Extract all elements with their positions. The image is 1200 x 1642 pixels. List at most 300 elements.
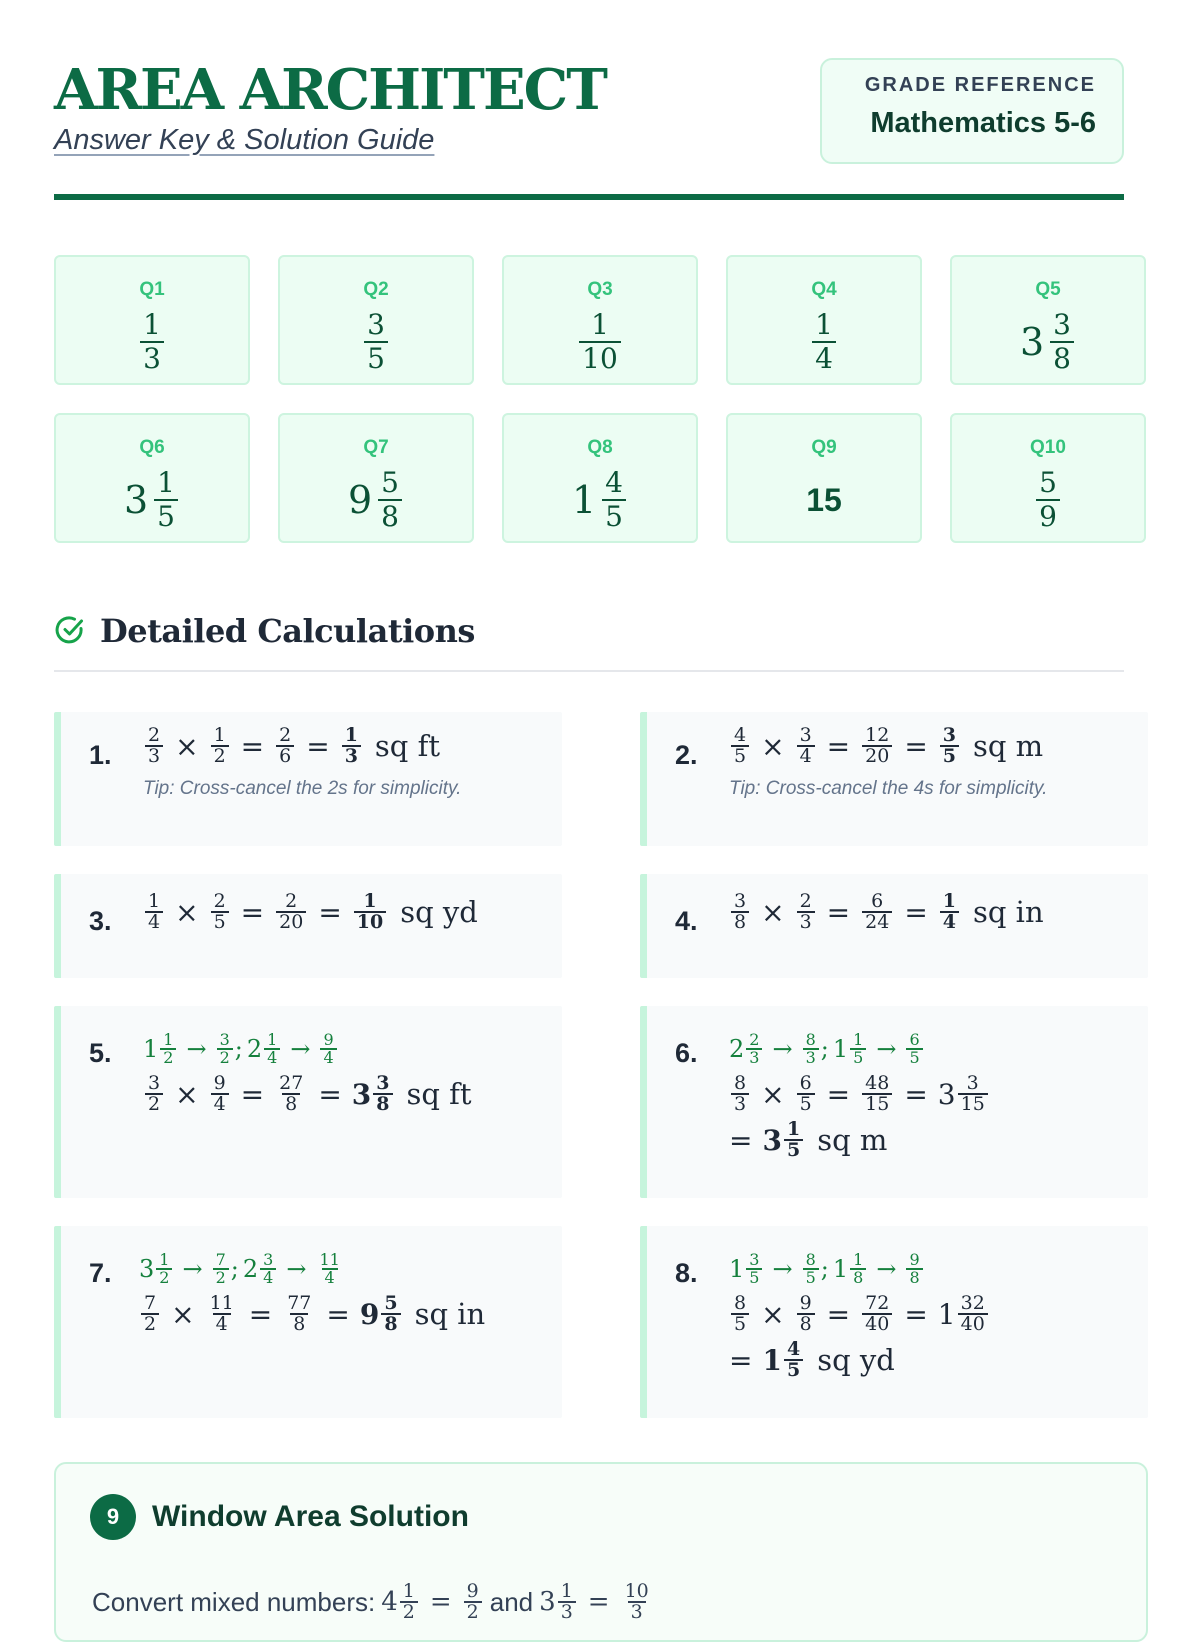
calculation-step bbox=[54, 874, 562, 978]
whole-number: 3 bbox=[139, 1255, 155, 1283]
fraction bbox=[803, 1252, 819, 1286]
answer-card bbox=[278, 413, 474, 543]
fraction bbox=[160, 1032, 176, 1066]
numerator: 9 bbox=[909, 1250, 920, 1269]
separator: ; bbox=[230, 1255, 239, 1283]
denominator: 3 bbox=[342, 745, 361, 766]
numerator: 1 bbox=[267, 1030, 278, 1049]
page-subtitle: Answer Key & Solution Guide bbox=[54, 124, 435, 156]
denominator: 4 bbox=[211, 1093, 229, 1114]
fraction bbox=[797, 892, 815, 932]
denominator: 2 bbox=[145, 1093, 163, 1114]
unit-label: sq ft bbox=[374, 729, 440, 763]
numerator: 1 bbox=[942, 890, 957, 912]
fraction bbox=[211, 892, 229, 932]
window-area-panel bbox=[54, 1462, 1148, 1642]
equals-symbol: = bbox=[318, 895, 342, 929]
whole-number: 1 bbox=[832, 1035, 849, 1063]
result-whole: 9 bbox=[359, 1297, 380, 1331]
result-whole: 3 bbox=[351, 1077, 372, 1111]
fraction bbox=[558, 1582, 576, 1622]
calculation-step bbox=[640, 712, 1148, 846]
unit-label: sq m bbox=[973, 729, 1044, 763]
numerator: 5 bbox=[384, 1292, 398, 1314]
numerator: 3 bbox=[799, 724, 812, 746]
numerator: 1 bbox=[853, 1030, 864, 1049]
arrow-symbol: → bbox=[290, 1035, 311, 1063]
arrow-symbol: → bbox=[186, 1035, 207, 1063]
result-fraction bbox=[381, 1294, 400, 1334]
equals-symbol: = bbox=[318, 1077, 342, 1111]
answer-fraction bbox=[154, 466, 178, 533]
section-title: Detailed Calculations bbox=[100, 612, 475, 650]
numerator: 1 bbox=[143, 308, 161, 341]
denominator: 2 bbox=[400, 1601, 418, 1622]
answer-value bbox=[504, 309, 696, 375]
denominator: 4 bbox=[322, 1268, 338, 1286]
denominator: 2 bbox=[211, 745, 229, 766]
equals-symbol: = bbox=[306, 729, 330, 763]
numerator: 1 bbox=[853, 1250, 864, 1269]
denominator: 3 bbox=[746, 1048, 762, 1066]
numerator: 3 bbox=[749, 1250, 760, 1269]
denominator: 2 bbox=[160, 1048, 176, 1066]
answer-label: Q10 bbox=[1030, 437, 1066, 458]
denominator: 4 bbox=[940, 911, 959, 932]
numerator: 3 bbox=[734, 890, 747, 912]
step-tip: Tip: Cross-cancel the 2s for simplicity. bbox=[143, 778, 462, 799]
denominator: 10 bbox=[579, 341, 621, 373]
denominator: 4 bbox=[320, 1048, 336, 1066]
equation-line bbox=[729, 1294, 990, 1334]
fraction bbox=[213, 1252, 229, 1286]
step-body bbox=[143, 726, 461, 800]
fraction bbox=[211, 726, 229, 766]
equation-line bbox=[729, 892, 1044, 932]
denominator: 8 bbox=[797, 1313, 815, 1334]
whole-number: 3 bbox=[539, 1587, 556, 1617]
unit-label: sq m bbox=[817, 1123, 888, 1157]
window-area-text bbox=[92, 1582, 660, 1622]
calculation-step bbox=[640, 874, 1148, 978]
separator: ; bbox=[820, 1255, 829, 1283]
denominator: 3 bbox=[140, 341, 164, 373]
denominator: 40 bbox=[862, 1313, 892, 1334]
denominator: 5 bbox=[154, 499, 178, 531]
numerator: 9 bbox=[466, 1580, 479, 1602]
fraction bbox=[276, 1074, 306, 1114]
fraction bbox=[906, 1252, 922, 1286]
denominator: 10 bbox=[354, 911, 386, 932]
answer-fraction bbox=[1036, 466, 1060, 533]
step-body bbox=[143, 1032, 472, 1114]
calculation-step bbox=[54, 712, 562, 846]
denominator: 5 bbox=[797, 1093, 815, 1114]
answer-card bbox=[950, 413, 1146, 543]
answer-fraction bbox=[378, 466, 402, 533]
conversion-line bbox=[143, 1032, 472, 1066]
denominator: 8 bbox=[378, 499, 402, 531]
whole-number: 2 bbox=[242, 1255, 259, 1283]
arrow-symbol: → bbox=[772, 1035, 793, 1063]
denominator: 8 bbox=[850, 1268, 866, 1286]
numerator: 3 bbox=[1053, 308, 1071, 341]
denominator: 5 bbox=[364, 341, 388, 373]
fraction bbox=[320, 1032, 336, 1066]
fraction bbox=[731, 1074, 749, 1114]
grade-reference-box bbox=[820, 58, 1124, 164]
fraction bbox=[731, 1294, 749, 1334]
numerator: 6 bbox=[909, 1030, 920, 1049]
denominator: 40 bbox=[958, 1313, 988, 1334]
fraction bbox=[862, 726, 892, 766]
step-body bbox=[729, 1032, 990, 1160]
conversion-line bbox=[729, 1032, 990, 1066]
numerator: 1 bbox=[560, 1580, 573, 1602]
times-symbol: × bbox=[761, 1077, 785, 1111]
conversion-prefix: Convert mixed numbers: bbox=[92, 1586, 376, 1617]
numerator: 8 bbox=[805, 1250, 816, 1269]
mixed-number bbox=[381, 1582, 484, 1622]
numerator: 2 bbox=[279, 724, 292, 746]
equals-symbol: = bbox=[429, 1587, 452, 1617]
fraction bbox=[850, 1032, 866, 1066]
answer-value bbox=[728, 309, 920, 375]
calculation-step bbox=[54, 1006, 562, 1198]
numerator: 8 bbox=[734, 1292, 747, 1314]
numerator: 4 bbox=[786, 1338, 801, 1360]
times-symbol: × bbox=[175, 1077, 199, 1111]
fraction bbox=[141, 1294, 159, 1334]
whole-number: 2 bbox=[246, 1035, 263, 1063]
fraction bbox=[906, 1032, 922, 1066]
result-fraction bbox=[940, 892, 959, 932]
denominator: 3 bbox=[145, 745, 163, 766]
step-number: 5. bbox=[89, 1038, 112, 1068]
result-line bbox=[729, 1340, 990, 1380]
fraction bbox=[207, 1294, 237, 1334]
answer-value bbox=[952, 467, 1144, 533]
equals-symbol: = bbox=[904, 729, 928, 763]
denominator: 5 bbox=[602, 499, 626, 531]
calculation-step bbox=[54, 1226, 562, 1418]
numerator: 1 bbox=[157, 466, 175, 499]
answer-fraction bbox=[140, 308, 164, 375]
fraction bbox=[622, 1582, 652, 1622]
denominator: 8 bbox=[381, 1313, 400, 1334]
whole-number: 3 bbox=[1019, 320, 1045, 364]
times-symbol: × bbox=[761, 729, 785, 763]
answer-fraction bbox=[579, 308, 621, 375]
calculation-step bbox=[640, 1226, 1148, 1418]
denominator: 8 bbox=[282, 1093, 300, 1114]
whole-number: 3 bbox=[123, 478, 149, 522]
equation-line bbox=[729, 726, 1047, 766]
step-body bbox=[143, 892, 478, 932]
denominator: 9 bbox=[1036, 499, 1060, 531]
denominator: 8 bbox=[906, 1268, 922, 1286]
step-number: 7. bbox=[89, 1258, 112, 1288]
numerator: 1 bbox=[591, 308, 609, 341]
answer-card bbox=[54, 255, 250, 385]
numerator: 11 bbox=[209, 1292, 234, 1314]
arrow-symbol: → bbox=[876, 1255, 897, 1283]
denominator: 4 bbox=[145, 911, 163, 932]
conversion-line bbox=[139, 1252, 485, 1286]
unit-label: sq yd bbox=[400, 895, 478, 929]
numerator: 8 bbox=[805, 1030, 816, 1049]
numerator: 3 bbox=[966, 1072, 979, 1094]
denominator: 15 bbox=[958, 1093, 988, 1114]
equals-symbol: = bbox=[904, 1297, 928, 1331]
numerator: 9 bbox=[323, 1030, 334, 1049]
fraction bbox=[145, 1074, 163, 1114]
fraction bbox=[850, 1252, 866, 1286]
denominator: 2 bbox=[156, 1268, 172, 1286]
fraction bbox=[264, 1032, 280, 1066]
numerator: 8 bbox=[734, 1072, 747, 1094]
numerator: 6 bbox=[799, 1072, 812, 1094]
numerator: 3 bbox=[263, 1250, 274, 1269]
numerator: 10 bbox=[624, 1580, 649, 1602]
denominator: 4 bbox=[264, 1048, 280, 1066]
answer-label: Q8 bbox=[587, 437, 613, 458]
denominator: 3 bbox=[558, 1601, 576, 1622]
denominator: 3 bbox=[731, 1093, 749, 1114]
whole-number: 2 bbox=[729, 1035, 745, 1063]
numerator: 5 bbox=[381, 466, 399, 499]
result-whole: 1 bbox=[762, 1343, 782, 1377]
numerator: 27 bbox=[279, 1072, 304, 1094]
header-divider bbox=[54, 194, 1124, 200]
step-badge: 9 bbox=[90, 1494, 136, 1540]
answer-label: Q2 bbox=[363, 279, 389, 300]
denominator: 5 bbox=[784, 1359, 803, 1380]
result-whole: 3 bbox=[762, 1123, 782, 1157]
answer-label: Q3 bbox=[587, 279, 613, 300]
fraction bbox=[958, 1294, 988, 1334]
window-area-title: Window Area Solution bbox=[152, 1500, 469, 1533]
equals-symbol: = bbox=[729, 1343, 753, 1377]
times-symbol: × bbox=[171, 1297, 195, 1331]
denominator: 3 bbox=[803, 1048, 819, 1066]
result-fraction bbox=[373, 1074, 392, 1114]
equation-line bbox=[143, 892, 478, 932]
result-fraction bbox=[354, 892, 386, 932]
arrow-symbol: → bbox=[182, 1255, 203, 1283]
answer-label: Q5 bbox=[1035, 279, 1061, 300]
section-header bbox=[54, 610, 1124, 672]
fraction bbox=[731, 892, 749, 932]
fraction bbox=[862, 892, 892, 932]
unit-label: sq in bbox=[973, 895, 1044, 929]
fraction bbox=[958, 1074, 988, 1114]
numerator: 1 bbox=[344, 724, 358, 746]
numerator: 1 bbox=[815, 308, 833, 341]
denominator: 2 bbox=[141, 1313, 159, 1334]
answer-fraction bbox=[602, 466, 626, 533]
header bbox=[54, 58, 1124, 198]
denominator: 5 bbox=[731, 745, 749, 766]
separator: ; bbox=[820, 1035, 829, 1063]
denominator: 4 bbox=[812, 341, 836, 373]
fraction bbox=[276, 892, 306, 932]
equals-symbol: = bbox=[904, 1077, 928, 1111]
whole-number: 4 bbox=[381, 1587, 398, 1617]
equation-line bbox=[729, 1074, 990, 1114]
denominator: 8 bbox=[290, 1313, 308, 1334]
fraction bbox=[217, 1032, 233, 1066]
step-number: 3. bbox=[89, 906, 112, 936]
page-title: AREA ARCHITECT bbox=[54, 57, 606, 123]
fraction bbox=[276, 726, 294, 766]
denominator: 2 bbox=[217, 1048, 233, 1066]
whole-number: 1 bbox=[729, 1255, 745, 1283]
unit-label: sq ft bbox=[406, 1077, 472, 1111]
answer-card bbox=[502, 413, 698, 543]
answer-fraction bbox=[1050, 308, 1074, 375]
numerator: 9 bbox=[213, 1072, 226, 1094]
answer-value bbox=[56, 309, 248, 375]
step-body bbox=[729, 726, 1047, 800]
answer-card bbox=[502, 255, 698, 385]
times-symbol: × bbox=[761, 895, 785, 929]
numerator: 3 bbox=[367, 308, 385, 341]
mixed-number bbox=[539, 1582, 654, 1622]
check-circle-icon bbox=[54, 614, 86, 646]
numerator: 3 bbox=[376, 1072, 390, 1094]
fraction bbox=[316, 1252, 342, 1286]
fraction bbox=[400, 1582, 418, 1622]
equals-symbol: = bbox=[240, 895, 265, 929]
whole-number: 9 bbox=[347, 478, 373, 522]
denominator: 4 bbox=[797, 745, 815, 766]
numerator: 11 bbox=[319, 1250, 340, 1269]
answer-value bbox=[56, 467, 248, 533]
numerator: 12 bbox=[865, 724, 890, 746]
step-body bbox=[139, 1252, 485, 1334]
result-line bbox=[729, 1120, 990, 1160]
numerator: 48 bbox=[865, 1072, 890, 1094]
numerator: 6 bbox=[871, 890, 884, 912]
numerator: 72 bbox=[865, 1292, 890, 1314]
answer-label: Q1 bbox=[139, 279, 165, 300]
denominator: 5 bbox=[211, 911, 229, 932]
answer-card bbox=[726, 255, 922, 385]
step-number: 2. bbox=[675, 740, 698, 770]
numerator: 1 bbox=[402, 1580, 415, 1602]
arrow-symbol: → bbox=[772, 1255, 793, 1283]
denominator: 5 bbox=[940, 745, 959, 766]
numerator: 32 bbox=[960, 1292, 985, 1314]
denominator: 8 bbox=[1050, 341, 1074, 373]
equation-line bbox=[143, 726, 461, 766]
denominator: 3 bbox=[628, 1601, 646, 1622]
denominator: 5 bbox=[784, 1139, 803, 1160]
numerator: 7 bbox=[215, 1250, 226, 1269]
answer-fraction bbox=[812, 308, 836, 375]
fraction bbox=[803, 1032, 819, 1066]
denominator: 20 bbox=[862, 745, 892, 766]
equals-symbol: = bbox=[826, 1297, 851, 1331]
numerator: 7 bbox=[144, 1292, 157, 1314]
times-symbol: × bbox=[175, 729, 199, 763]
fraction bbox=[145, 892, 163, 932]
fraction bbox=[284, 1294, 314, 1334]
numerator: 3 bbox=[942, 724, 957, 746]
numerator: 3 bbox=[148, 1072, 161, 1094]
equals-symbol: = bbox=[240, 1077, 265, 1111]
numerator: 2 bbox=[213, 890, 226, 912]
answer-value bbox=[504, 467, 696, 533]
denominator: 15 bbox=[862, 1093, 892, 1114]
numerator: 1 bbox=[213, 724, 226, 746]
fraction bbox=[156, 1252, 172, 1286]
answer-fraction bbox=[364, 308, 388, 375]
numerator: 1 bbox=[363, 890, 377, 912]
numerator: 1 bbox=[786, 1118, 801, 1140]
denominator: 20 bbox=[276, 911, 306, 932]
equals-symbol: = bbox=[904, 895, 928, 929]
answer-card bbox=[54, 413, 250, 543]
equals-symbol: = bbox=[248, 1297, 273, 1331]
numerator: 4 bbox=[605, 466, 623, 499]
fraction bbox=[746, 1032, 762, 1066]
numerator: 77 bbox=[287, 1292, 312, 1314]
grade-reference-label: GRADE REFERENCE bbox=[864, 74, 1096, 96]
answer-card bbox=[726, 413, 922, 543]
denominator: 3 bbox=[797, 911, 815, 932]
fraction bbox=[260, 1252, 276, 1286]
whole-number: 1 bbox=[143, 1035, 159, 1063]
denominator: 24 bbox=[862, 911, 892, 932]
equals-symbol: = bbox=[826, 1077, 851, 1111]
result-fraction bbox=[784, 1120, 803, 1160]
arrow-symbol: → bbox=[286, 1255, 307, 1283]
answer-value bbox=[280, 309, 472, 375]
step-number: 1. bbox=[89, 740, 112, 770]
calculation-step bbox=[640, 1006, 1148, 1198]
fraction bbox=[731, 726, 749, 766]
separator: ; bbox=[234, 1035, 243, 1063]
denominator: 2 bbox=[464, 1601, 482, 1622]
answer-value bbox=[280, 467, 472, 533]
step-number: 8. bbox=[675, 1258, 698, 1288]
and-text: and bbox=[489, 1586, 534, 1617]
answer-label: Q9 bbox=[811, 437, 837, 458]
mixed-whole: 3 bbox=[937, 1077, 956, 1111]
denominator: 5 bbox=[803, 1268, 819, 1286]
answer-grid bbox=[54, 255, 1148, 543]
denominator: 5 bbox=[731, 1313, 749, 1334]
fraction bbox=[211, 1074, 229, 1114]
step-body bbox=[729, 1252, 990, 1380]
fraction bbox=[746, 1252, 762, 1286]
answer-value bbox=[952, 309, 1144, 375]
grade-reference-value: Mathematics 5-6 bbox=[870, 107, 1096, 139]
times-symbol: × bbox=[175, 895, 199, 929]
denominator: 5 bbox=[906, 1048, 922, 1066]
answer-label: Q6 bbox=[139, 437, 165, 458]
numerator: 2 bbox=[749, 1030, 760, 1049]
numerator: 9 bbox=[799, 1292, 812, 1314]
step-body bbox=[729, 892, 1044, 932]
fraction bbox=[862, 1074, 892, 1114]
result-fraction bbox=[940, 726, 959, 766]
unit-label: sq in bbox=[414, 1297, 486, 1331]
equals-symbol: = bbox=[587, 1587, 610, 1617]
denominator: 5 bbox=[850, 1048, 866, 1066]
